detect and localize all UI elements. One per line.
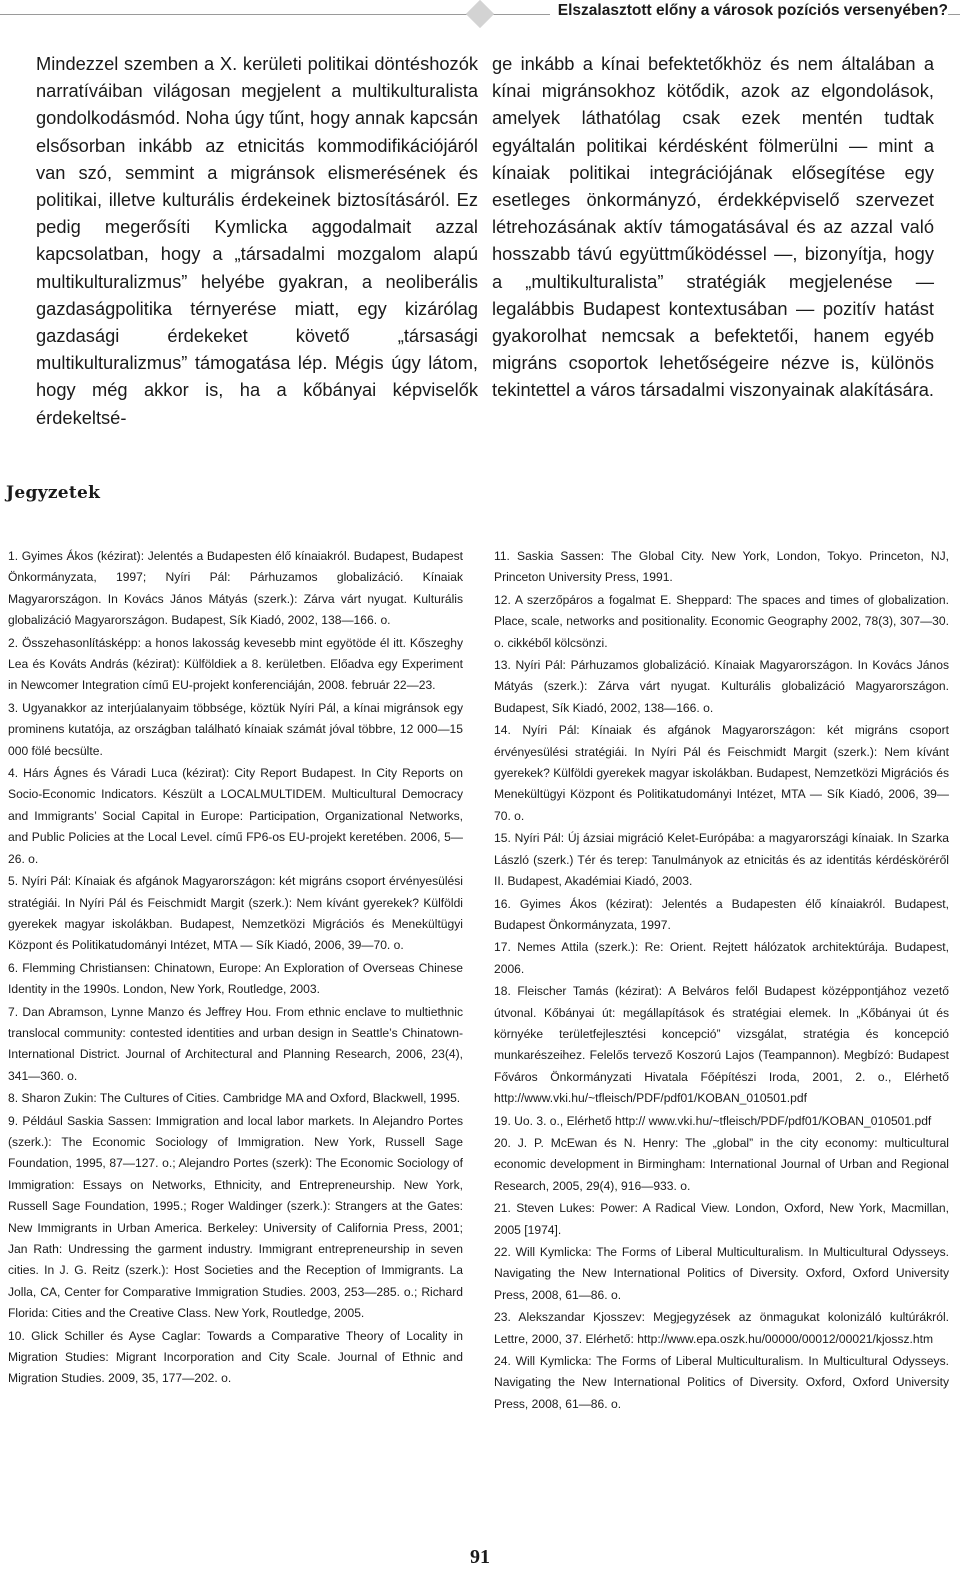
note-item: 9. Például Saskia Sassen: Immigration and local labor markets. In Alejandro Portes (szerk.): The Economic Sociology of Immigration. New York, Russell Sage Foundation, 1995, 87—127. o.; Alejandro Portes (szerk): The Economic Sociology of Immigration: Essays on Networks, Ethnicity, and Entrepreneurship. New York, Russell Sage Foundation, 1995.; Roger Waldinger (szerk.): Strangers at the Gates: New Immigrants in Urban America. Berkeley: University of California Press, 2001; Jan Rath: Undressing the garment industry. Immigrant entrepreneurship in seven cities. In J. G. Reitz (szerk.): Host Societies and the Reception of Immigrants. La Jolla, CA, Center for Comparative Immigration Studies. 2003, 253—285. o.; Richard Florida: Cities and the Creative Class. New York, Routledge, 2005. (8, 1113, 463, 1321)
note-item: 10. Glick Schiller és Ayse Caglar: Towards a Comparative Theory of Locality in Migration Studies: Migrant Incorporation and City Scale. Journal of Ethnic and Migration Studies. 2009, 35, 177—202. o. (8, 1328, 463, 1386)
note-item: 18. Fleischer Tamás (kézirat): A Belváros felől Budapest középpontjához vezető útvonal. Kőbányai út: megállapítások és stratégiai elemek. In „Kőbányai út és környéke területfejlesztési koncepció” vizsgálat, stratégia és koncepció munkarészeihez. Felelős tervező Koszorú Lajos (Teampannon). Megbízó: Budapest Főváros Önkormányzati Hivatala Főépítészi Iroda, 2001, 2. o., Elérhető http://www.vki.hu/~tfleisch/PDF/pdf01/KOBAN_010501.pdf (494, 984, 949, 1106)
note-item: 19. Uo. 3. o., Elérhető http:// www.vki.hu/~tfleisch/PDF/pdf01/KOBAN_010501.pdf (494, 1113, 932, 1128)
note-item: 14. Nyíri Pál: Kínaiak és afgánok Magyarországon: két migráns csoport érvényesülési stratégiái. In Nyíri Pál és Feischmidt Margit (szerk.): Nem kívánt gyerekek? Külföldi gyerekek magyar iskolákban. Budapest, Nemzetközi Migrációs és Menekültügyi Központ és Politikatudományi Intézet, MTA — Sík Kiadó, 2006, 39—70. o. (494, 723, 949, 823)
note-item: 3. Ugyanakkor az interjúalanyaim többsége, köztük Nyíri Pál, a kínai migránsok egy prominens kutatója, az országban található kínaiak számát jóval többre, 12 000—15 000 fölé becsülte. (8, 700, 463, 758)
note-item: 5. Nyíri Pál: Kínaiak és afgánok Magyarországon: két migráns csoport érvényesülési stratégiái. In Nyíri Pál és Feischmidt Margit (szerk.): Nem kívánt gyerekek? Külföldi gyerekek magyar iskolákban. Budapest, Nemzetközi Migrációs és Menekültügyi Központ és Politikatudományi Intézet, MTA — Sík Kiadó, 2006, 39—70. o. (8, 874, 463, 953)
note-item: 17. Nemes Attila (szerk.): Re: Orient. Rejtett hálózatok architektúrája. Budapest, 2006. (494, 940, 949, 976)
notes-left-column (8, 546, 463, 1391)
running-header-title: Elszalasztott előny a városok pozíciós versenyében? (550, 2, 948, 20)
note-item: 13. Nyíri Pál: Párhuzamos globalizáció. Kínaiak Magyarországon. In Kovács János Mátyás (szerk.): Zárva várt nyugat. Kulturális globalizáció Magyarországon. Budapest, Sík Kiadó, 2002, 138—166. o. (494, 658, 949, 715)
note-item: 23. Alekszandar Kjosszev: Megjegyzések az önmagukat kolonizáló kultúrákról. Lettre, 2000, 37. Elérhető: http://www.epa.oszk.hu/00000/00012/00021/kjossz.htm (494, 1310, 949, 1346)
note-item: 15. Nyíri Pál: Új ázsiai migráció Kelet-Európába: a magyarországi kínaiak. In Szarka László (szerk.) Tér és terep: Tanulmányok az etnicitás és az identitás kérdésköréről II. Budapest, Akadémiai Kiadó, 2003. (494, 831, 949, 889)
note-item: 12. A szerzőpáros a fogalmat E. Sheppard: The spaces and times of globalization. Place, scale, networks and positionality. Economic Geography 2002, 78(3), 307—30. o. cikkéből kölcsönzi. (494, 592, 949, 650)
note-item: 11. Saskia Sassen: The Global City. New York, London, Tokyo. Princeton, NJ, Princeton University Press, 1991. (494, 549, 949, 585)
note-item: 4. Hárs Ágnes és Váradi Luca (kézirat): City Report Budapest. In City Reports on Socio-Economic Indicators. Készült a LOCALMULTIDEM. Multicultural Democracy and Immigrants’ Social Capital in Europe: Participation, Organizational Networks, and Public Policies at the Local Level. című FP6-os EU-projekt keretében. 2006, 5—26. o. (8, 766, 463, 866)
note-item: 6. Flemming Christiansen: Chinatown, Europe: An Exploration of Overseas Chinese Identity in the 1990s. London, New York, Routledge, 2003. (8, 960, 463, 997)
note-item: 1. Gyimes Ákos (kézirat): Jelentés a Budapesten élő kínaiakról. Budapest, Budapest Önkormányzata, 1997; Nyíri Pál: Párhuzamos globalizáció. Kínaiak Magyarországon. In Kovács János Mátyás (szerk.): Zárva várt nyugat. Kulturális globalizáció Magyarországon. Budapest, Sík Kiadó, 2002, 138—166. o. (8, 549, 463, 628)
header-diamond-ornament (466, 0, 494, 28)
note-item: 7. Dan Abramson, Lynne Manzo és Jeffrey Hou. From ethnic enclave to multiethnic translocal community: contested identities and urban design in Seattle’s Chinatown-International District. Journal of Architectural and Planning Research, 2006, 23(4), 341—360. o. (8, 1004, 463, 1083)
note-item: 22. Will Kymlicka: The Forms of Liberal Multiculturalism. In Multicultural Odysseys. Navigating the New International Politics of Diversity. Oxford, Oxford University Press, 2008, 61—86. o. (494, 1245, 949, 1302)
notes-heading: Jegyzetek (6, 483, 101, 503)
notes-right-column (494, 546, 949, 1416)
note-item: 16. Gyimes Ákos (kézirat): Jelentés a Budapesten élő kínaiakról. Budapest, Budapest Önkormányzata, 1997. (494, 896, 949, 932)
note-item: 24. Will Kymlicka: The Forms of Liberal Multiculturalism. In Multicultural Odysseys. Navigating the New International Politics of Diversity. Oxford, Oxford University Press, 2008, 61—86. o. (494, 1354, 949, 1411)
note-item: 21. Steven Lukes: Power: A Radical View. London, Oxford, New York, Macmillan, 2005 [1974]. (494, 1201, 949, 1237)
page-number: 91 (470, 1546, 490, 1568)
note-item: 2. Összehasonlításképp: a honos lakosság kevesebb mint egyötöde él itt. Kőszeghy Lea és Kováts András (kézirat): Külföldiek a 8. kerületben. Előadva egy Experiment in Newcomer Integration című EU-projekt konferenciáján, 2008. február 22—23. (8, 635, 463, 693)
body-text-right-column: ge inkább a kínai befektetőkhöz és nem általában a kínai migránsokhoz kötődik, azok az elgondolások, amelyek láthatólag csak ezek mentén tudtak egyáltalán politikai kérdésként fölmerülni — mint a kínaiak politikai integrációjának elősegítése egy esetleges önkormányzó, érdekképviselő szervezet létrehozásának aktív támogatásával és az azzal való hosszabb távú együttműködéssel —, bizonyítja, hogy a „multikulturalista” stratégiák megjelenése — legalábbis Budapest kontextusában — pozitív hatást gyakorolhat nemcsak a befektetői, hanem egyéb migráns csoportok lehetőségeire nézve is, különös tekintettel a város társadalmi viszonyainak alakítására. (492, 53, 935, 401)
note-item: 20. J. P. McEwan és N. Henry: The „global” in the city economy: multicultural economic development in Birmingham: International Journal of Urban and Regional Research, 2005, 29(4), 916—933. o. (494, 1135, 949, 1193)
note-item: 8. Sharon Zukin: The Cultures of Cities. Cambridge MA and Oxford, Blackwell, 1995. (8, 1091, 461, 1106)
body-text-left-column: Mindezzel szemben a X. kerületi politikai döntéshozók narratíváiban világosan megjelent a multikulturalista gondolkodásmód. Noha úgy tűnt, hogy annak kapcsán elsősorban inkább az etnicitás kommodifikációjáról van szó, semmint a migránsok elismerésének és politikai, illetve kulturális érdekeinek biztosításáról. Ez pedig megerősíti Kymlicka aggodalmait azzal kapcsolatban, hogy a „társadalmi mozgalom alapú multikulturalizmus” helyébe gyakran, a neoliberális gazdaságpolitika térnyerése miatt, egy kizárólag gazdasági érdekeket követő „társasági multikulturalizmus” támogatása lép. Mégis úgy látom, hogy még akkor is, ha a kőbányai képviselők érdekeltsé- (36, 53, 478, 428)
